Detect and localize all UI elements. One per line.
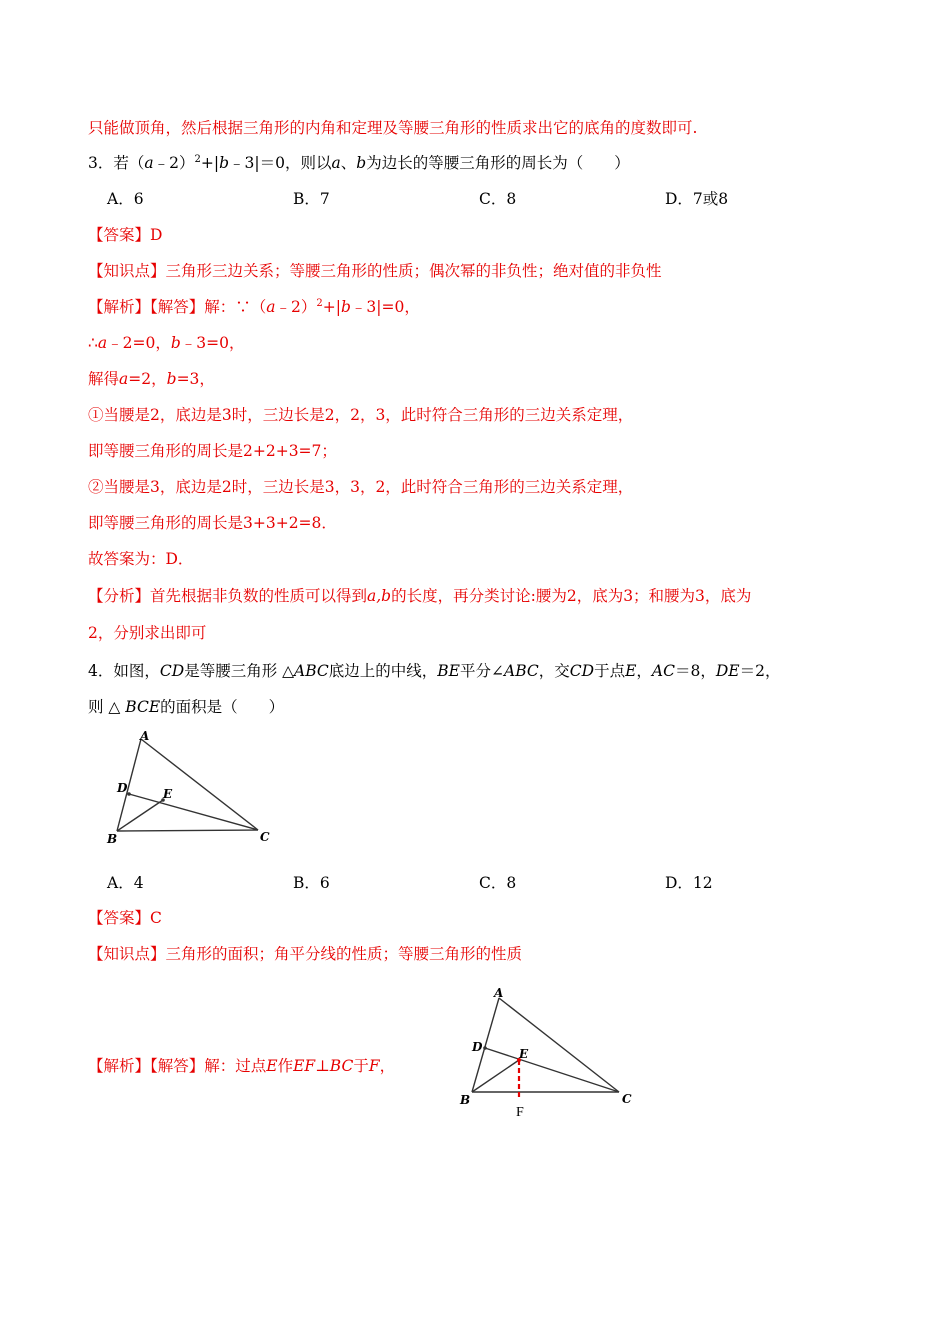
question-4-line-2 — [88, 696, 284, 718]
q3-answer: 【答案】D — [88, 226, 163, 244]
q4-text: ， — [636, 662, 652, 680]
intro-text: 只能做顶角，然后根据三角形的内角和定理及等腰三角形的性质求出它的底角的度数即可. — [88, 119, 698, 137]
var-a: a — [266, 298, 276, 316]
q4-solution — [88, 1055, 395, 1077]
label-a: A — [140, 729, 150, 743]
sol-text: 解得 — [88, 370, 120, 388]
var-a: a — [119, 370, 129, 388]
question-4 — [88, 660, 780, 682]
segment-be — [472, 1060, 519, 1092]
seg-cd: CD — [159, 662, 185, 680]
perp-symbol: ⊥ — [315, 1057, 330, 1075]
sol-text: ∴ — [88, 334, 98, 352]
q3-text: +| — [200, 154, 220, 172]
var-a: a — [331, 154, 341, 172]
var-b: b — [356, 154, 367, 172]
q4-knowledge: 【知识点】三角形的面积；角平分线的性质；等腰三角形的性质 — [88, 945, 523, 963]
sol-text: ﹣2=0， — [107, 334, 171, 352]
sol-text: =3， — [176, 370, 215, 388]
exponent: 2 — [316, 298, 323, 309]
q4-text: 则 △ — [88, 698, 126, 716]
sol-text: 作 — [277, 1057, 294, 1075]
q3-analysis-line-2: 2，分别求出即可 — [88, 624, 207, 642]
q3-option-a[interactable]: A．6 — [107, 190, 144, 208]
q3-text: 、 — [340, 154, 357, 172]
sol-text: =2， — [128, 370, 167, 388]
q4-option-d[interactable]: D．12 — [665, 874, 713, 892]
seg-de: DE — [715, 662, 740, 680]
q4-text: 底边上的中线， — [328, 662, 438, 680]
label-e: E — [519, 1047, 529, 1061]
label-b: B — [460, 1093, 471, 1107]
q4-option-a[interactable]: A．4 — [107, 874, 144, 892]
analysis-text: 的长度，再分类讨论:腰为2，底为3；和腰为3，底为 — [391, 587, 752, 605]
q3-text: ﹣2） — [153, 154, 195, 172]
q3-knowledge: 【知识点】三角形三边关系；等腰三角形的性质；偶次幂的非负性；绝对值的非负性 — [88, 262, 662, 280]
var-ab: a,b — [367, 587, 392, 605]
analysis-text: 【分析】首先根据非负数的性质可以得到 — [88, 587, 368, 605]
q4-option-c[interactable]: C．8 — [479, 874, 517, 892]
point-d-dot — [483, 1046, 487, 1050]
seg-be: BE — [437, 662, 461, 680]
var-b: b — [166, 370, 177, 388]
q4-number: 4． — [88, 662, 114, 680]
q3-solution-line-4: ①当腰是2，底边是3时，三边长是2，2，3，此时符合三角形的三边关系定理， — [88, 406, 634, 424]
label-c: C — [622, 1092, 632, 1106]
segment-cd — [129, 794, 258, 830]
side-ac — [141, 739, 258, 830]
tri-bce: BCE — [125, 698, 161, 716]
point-f: F — [368, 1057, 380, 1075]
sol-text: ﹣3=0， — [180, 334, 245, 352]
var-a: a — [97, 334, 108, 352]
sol-text: ， — [379, 1057, 396, 1075]
seg-cd: CD — [569, 662, 595, 680]
sol-text: 于 — [353, 1057, 369, 1075]
point-e: E — [266, 1057, 278, 1075]
q4-answer: 【答案】C — [88, 909, 162, 927]
sol-text: ﹣3|=0， — [350, 298, 420, 316]
q3-analysis — [88, 585, 751, 607]
q4-text: ＝8， — [674, 662, 716, 680]
q3-text: ﹣3|＝0，则以 — [229, 154, 332, 172]
q4-text: 如图， — [113, 662, 160, 680]
label-c: C — [260, 830, 270, 844]
q4-text: 是等腰三角形 △ — [184, 662, 295, 680]
q3-solution-line-2 — [88, 332, 245, 354]
point-e: E — [625, 662, 637, 680]
var-a: a — [144, 154, 154, 172]
q3-solution-line-6: ②当腰是3，底边是2时，三边长是3，3，2，此时符合三角形的三边关系定理， — [88, 478, 634, 496]
var-b: b — [170, 334, 181, 352]
triangle-figure-1 — [100, 726, 285, 851]
seg-ef: EF — [293, 1057, 316, 1075]
angle-abc: ABC — [504, 662, 539, 680]
q3-solution-line-7: 即等腰三角形的周长是3+3+2=8． — [88, 514, 337, 532]
label-b: B — [107, 832, 118, 846]
var-b: b — [219, 154, 230, 172]
q4-text: 于点 — [594, 662, 626, 680]
point-d-dot — [127, 792, 131, 796]
q3-solution-line-3 — [88, 368, 215, 390]
seg-bc: BC — [329, 1057, 354, 1075]
sol-text: 【解析】【解答】解：∵（ — [88, 298, 267, 316]
side-ac — [499, 998, 619, 1092]
label-d: D — [472, 1040, 483, 1054]
q4-text: ，交 — [538, 662, 570, 680]
label-f: F — [516, 1105, 524, 1120]
q3-option-b[interactable]: B．7 — [293, 190, 330, 208]
q4-text: 平分∠ — [460, 662, 505, 680]
question-3 — [88, 152, 630, 174]
q3-number: 3． — [88, 154, 114, 172]
seg-ac: AC — [651, 662, 675, 680]
var-b: b — [340, 298, 351, 316]
q3-text: 若（ — [113, 154, 145, 172]
exponent: 2 — [194, 154, 201, 165]
sol-text: +| — [322, 298, 341, 316]
q4-text: ＝2， — [739, 662, 781, 680]
label-d: D — [117, 781, 128, 795]
q3-text: 为边长的等腰三角形的周长为（ ） — [366, 154, 630, 172]
q3-option-c[interactable]: C．8 — [479, 190, 517, 208]
tri-abc: ABC — [294, 662, 329, 680]
sol-text: ﹣2） — [275, 298, 317, 316]
q4-text: 的面积是（ ） — [160, 698, 285, 716]
label-a: A — [494, 986, 504, 1000]
q3-solution-line-5: 即等腰三角形的周长是2+2+3=7； — [88, 442, 337, 460]
triangle-figure-2 — [452, 980, 647, 1120]
q3-solution-line-1 — [88, 296, 420, 318]
q3-solution-line-8: 故答案为：D． — [88, 550, 194, 568]
q4-option-b[interactable]: B．6 — [293, 874, 330, 892]
side-bc — [117, 830, 258, 831]
sol-text: 【解析】【解答】解：过点 — [88, 1057, 267, 1075]
q3-option-d[interactable]: D．7或8 — [665, 190, 729, 208]
label-e: E — [163, 787, 173, 801]
